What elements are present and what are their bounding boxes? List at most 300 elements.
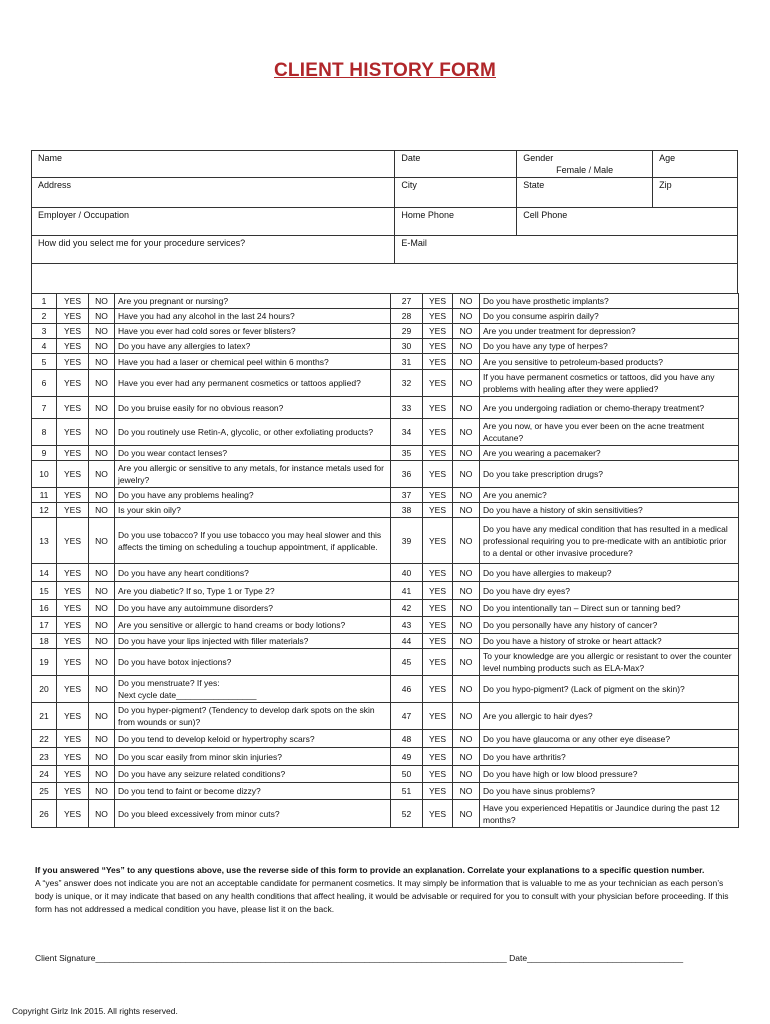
question-number: 40 xyxy=(391,564,423,582)
question-number: 33 xyxy=(391,397,423,419)
question-label: Do you have a history of skin sensitivities? xyxy=(483,505,643,515)
no-option[interactable]: NO xyxy=(89,419,115,446)
question-label: Do you personally have any history of cancer? xyxy=(483,620,658,630)
question-number: 29 xyxy=(391,324,423,339)
question-number: 1 xyxy=(32,294,57,309)
question-label: Do you take prescription drugs? xyxy=(483,469,604,479)
yes-option[interactable]: YES xyxy=(423,397,453,419)
question-number: 51 xyxy=(391,783,423,800)
yes-option[interactable]: YES xyxy=(57,354,89,370)
question-label: Do you have any type of herpes? xyxy=(483,341,608,351)
question-text xyxy=(115,617,391,634)
yes-option[interactable]: YES xyxy=(423,503,453,518)
question-text xyxy=(115,397,391,419)
question-number: 43 xyxy=(391,617,423,634)
question-number: 18 xyxy=(32,634,57,649)
question-label: Have you ever had cold sores or fever blisters? xyxy=(118,326,296,336)
question-row xyxy=(32,676,739,703)
question-number: 37 xyxy=(391,488,423,503)
question-number: 19 xyxy=(32,649,57,676)
question-number: 31 xyxy=(391,354,423,370)
question-text xyxy=(480,370,739,397)
question-number: 16 xyxy=(32,600,57,617)
question-label: Are you sensitive or allergic to hand creams or body lotions? xyxy=(118,620,346,630)
no-option[interactable]: NO xyxy=(89,354,115,370)
question-number: 35 xyxy=(391,446,423,461)
question-number: 50 xyxy=(391,766,423,783)
blank-row xyxy=(32,264,738,294)
question-text xyxy=(480,339,739,354)
question-number: 27 xyxy=(391,294,423,309)
yes-option[interactable]: YES xyxy=(423,617,453,634)
question-label: Are you anemic? xyxy=(483,490,547,500)
question-number: 12 xyxy=(32,503,57,518)
question-label: To your knowledge are you allergic or resistant to over the counter level numbing products such as ELA-Max? xyxy=(483,651,732,673)
question-text xyxy=(115,649,391,676)
yes-option[interactable]: YES xyxy=(423,339,453,354)
question-label: Are you allergic to hair dyes? xyxy=(483,711,593,721)
question-label: Are you now, or have you ever been on the acne treatment Accutane? xyxy=(483,421,705,443)
instructions-text: A “yes” answer does not indicate you are not an acceptable candidate for permanent cosmetics. It may simply be information that is valuable to me as your technician as each person’s body is unique, or it may indicate that based on any health conditions that affect healing, it would be advisable or required for you to consult with your physician before proceeding. If this form has not addressed a medical condition you have, please list it on the back. xyxy=(35,878,729,914)
cell-phone-field[interactable]: Cell Phone xyxy=(517,208,738,236)
question-label: Do you have your lips injected with filler materials? xyxy=(118,636,309,646)
no-option[interactable]: NO xyxy=(89,766,115,783)
yes-option[interactable]: YES xyxy=(423,730,453,748)
no-option[interactable]: NO xyxy=(453,730,480,748)
question-label: Do you have any problems healing? xyxy=(118,490,254,500)
no-option[interactable]: NO xyxy=(453,518,480,564)
no-option[interactable]: NO xyxy=(453,461,480,488)
yes-option[interactable]: YES xyxy=(423,783,453,800)
question-row xyxy=(32,703,739,730)
question-text xyxy=(480,617,739,634)
question-text xyxy=(480,634,739,649)
question-label: Are you allergic or sensitive to any metals, for instance metals used for jewelry? xyxy=(118,463,384,485)
no-option[interactable]: NO xyxy=(89,518,115,564)
question-number: 34 xyxy=(391,419,423,446)
yes-option[interactable]: YES xyxy=(423,324,453,339)
question-label: Do you have glaucoma or any other eye disease? xyxy=(483,733,671,744)
yes-option[interactable]: YES xyxy=(423,634,453,649)
question-label: Do you have dry eyes? xyxy=(483,585,570,596)
yes-option[interactable]: YES xyxy=(423,564,453,582)
question-label: Have you had any alcohol in the last 24 hours? xyxy=(118,311,295,321)
question-text xyxy=(480,600,739,617)
question-label: Have you had a laser or chemical peel within 6 months? xyxy=(118,356,329,367)
yes-option[interactable]: YES xyxy=(57,730,89,748)
question-text xyxy=(480,518,739,564)
gender-field[interactable]: Gender Female / Male xyxy=(517,151,653,178)
no-option[interactable]: NO xyxy=(453,488,480,503)
question-label: Do you bleed excessively from minor cuts? xyxy=(118,808,280,819)
no-option[interactable]: NO xyxy=(453,564,480,582)
no-option[interactable]: NO xyxy=(453,309,480,324)
question-number: 41 xyxy=(391,582,423,600)
question-label: Do you intentionally tan – Direct sun or tanning bed? xyxy=(483,603,681,613)
question-number: 48 xyxy=(391,730,423,748)
question-text xyxy=(115,503,391,518)
date-field[interactable]: Date xyxy=(395,151,517,178)
question-label: If you have permanent cosmetics or tattoos, did you have any problems with healing after they were applied? xyxy=(483,372,715,394)
no-option[interactable]: NO xyxy=(453,294,480,309)
question-text xyxy=(480,564,739,582)
no-option[interactable]: NO xyxy=(453,339,480,354)
yes-option[interactable]: YES xyxy=(57,397,89,419)
yes-option[interactable]: YES xyxy=(57,676,89,703)
no-option[interactable]: NO xyxy=(453,503,480,518)
question-text xyxy=(480,324,739,339)
question-text xyxy=(115,582,391,600)
question-label: Do you have any heart conditions? xyxy=(118,567,249,578)
email-field[interactable]: E-Mail xyxy=(395,236,738,264)
question-text xyxy=(115,748,391,766)
question-row xyxy=(32,419,739,446)
yes-option[interactable]: YES xyxy=(57,582,89,600)
question-number: 13 xyxy=(32,518,57,564)
yes-option[interactable]: YES xyxy=(57,564,89,582)
question-row xyxy=(32,649,739,676)
age-field[interactable]: Age xyxy=(653,151,738,178)
question-number: 15 xyxy=(32,582,57,600)
no-option[interactable]: NO xyxy=(89,634,115,649)
yes-option[interactable]: YES xyxy=(57,600,89,617)
question-text xyxy=(480,766,739,783)
yes-option[interactable]: YES xyxy=(423,354,453,370)
question-label: Do you have prosthetic implants? xyxy=(483,296,609,306)
yes-option[interactable]: YES xyxy=(57,748,89,766)
yes-option[interactable]: YES xyxy=(57,419,89,446)
yes-option[interactable]: YES xyxy=(423,518,453,564)
yes-option[interactable]: YES xyxy=(423,309,453,324)
question-label: Do you consume aspirin daily? xyxy=(483,311,599,321)
question-number: 7 xyxy=(32,397,57,419)
question-label: Do you hyper-pigment? (Tendency to develop dark spots on the skin from wounds or sun)? xyxy=(118,705,375,727)
no-option[interactable]: NO xyxy=(453,600,480,617)
question-row xyxy=(32,730,739,748)
question-label: Do you use tobacco? If you use tobacco you may heal slower and this affects the timing on scheduling a touchup appointment, if applicable. xyxy=(118,529,382,552)
zip-field[interactable]: Zip xyxy=(653,178,738,208)
no-option[interactable]: NO xyxy=(89,748,115,766)
question-number: 25 xyxy=(32,783,57,800)
no-option[interactable]: NO xyxy=(453,354,480,370)
question-text xyxy=(480,309,739,324)
question-text xyxy=(480,748,739,766)
yes-option[interactable]: YES xyxy=(57,294,89,309)
question-text xyxy=(480,703,739,730)
question-label: Are you pregnant or nursing? xyxy=(118,296,229,306)
question-number: 24 xyxy=(32,766,57,783)
question-text xyxy=(480,503,739,518)
question-row xyxy=(32,748,739,766)
question-text xyxy=(115,600,391,617)
question-text xyxy=(115,339,391,354)
question-number: 44 xyxy=(391,634,423,649)
no-option[interactable]: NO xyxy=(453,703,480,730)
question-text xyxy=(480,783,739,800)
no-option[interactable]: NO xyxy=(89,397,115,419)
question-number: 21 xyxy=(32,703,57,730)
question-sublabel: Next cycle date_________________ xyxy=(118,690,257,700)
no-option[interactable]: NO xyxy=(89,294,115,309)
yes-option[interactable]: YES xyxy=(57,617,89,634)
no-option[interactable]: NO xyxy=(453,324,480,339)
question-text xyxy=(480,800,739,828)
question-number: 9 xyxy=(32,446,57,461)
question-row xyxy=(32,564,739,582)
question-text xyxy=(480,582,739,600)
question-text xyxy=(115,294,391,309)
questions-table xyxy=(31,293,739,828)
question-text xyxy=(115,564,391,582)
question-number: 47 xyxy=(391,703,423,730)
no-option[interactable]: NO xyxy=(453,634,480,649)
yes-option[interactable]: YES xyxy=(57,461,89,488)
question-row xyxy=(32,617,739,634)
home-phone-field[interactable]: Home Phone xyxy=(395,208,517,236)
yes-option[interactable]: YES xyxy=(57,370,89,397)
question-row xyxy=(32,600,739,617)
no-option[interactable]: NO xyxy=(89,309,115,324)
no-option[interactable]: NO xyxy=(89,564,115,582)
question-text xyxy=(480,649,739,676)
no-option[interactable]: NO xyxy=(453,783,480,800)
question-number: 49 xyxy=(391,748,423,766)
yes-option[interactable]: YES xyxy=(57,634,89,649)
question-label: Are you wearing a pacemaker? xyxy=(483,448,601,458)
no-option[interactable]: NO xyxy=(89,800,115,828)
question-label: Do you have any seizure related conditions? xyxy=(118,769,286,779)
question-number: 4 xyxy=(32,339,57,354)
question-text xyxy=(480,730,739,748)
question-number: 2 xyxy=(32,309,57,324)
question-number: 38 xyxy=(391,503,423,518)
no-option[interactable]: NO xyxy=(89,676,115,703)
no-option[interactable]: NO xyxy=(453,370,480,397)
yes-option[interactable]: YES xyxy=(57,766,89,783)
question-number: 8 xyxy=(32,419,57,446)
no-option[interactable]: NO xyxy=(453,649,480,676)
yes-option[interactable]: YES xyxy=(57,649,89,676)
yes-option[interactable]: YES xyxy=(423,582,453,600)
yes-option[interactable]: YES xyxy=(423,488,453,503)
question-number: 32 xyxy=(391,370,423,397)
question-label: Is your skin oily? xyxy=(118,505,181,515)
question-number: 6 xyxy=(32,370,57,397)
form-title: CLIENT HISTORY FORM xyxy=(274,60,496,81)
question-row xyxy=(32,324,739,339)
question-text xyxy=(480,488,739,503)
no-option[interactable]: NO xyxy=(89,703,115,730)
yes-option[interactable]: YES xyxy=(57,518,89,564)
question-text xyxy=(115,419,391,446)
question-number: 36 xyxy=(391,461,423,488)
question-text xyxy=(115,676,391,703)
question-text xyxy=(115,518,391,564)
no-option[interactable]: NO xyxy=(89,461,115,488)
yes-option[interactable]: YES xyxy=(423,446,453,461)
question-text xyxy=(115,783,391,800)
question-label: Have you ever had any permanent cosmetics or tattoos applied? xyxy=(118,378,361,388)
question-number: 10 xyxy=(32,461,57,488)
question-label: Do you have botox injections? xyxy=(118,657,232,667)
question-text xyxy=(480,461,739,488)
question-number: 11 xyxy=(32,488,57,503)
question-number: 20 xyxy=(32,676,57,703)
no-option[interactable]: NO xyxy=(89,617,115,634)
question-label: Do you have a history of stroke or heart attack? xyxy=(483,636,662,646)
question-row xyxy=(32,354,739,370)
signature-line[interactable]: Client Signature_______________________________________________________________________________________ Date_________________________________ xyxy=(35,953,684,963)
question-number: 14 xyxy=(32,564,57,582)
how-select-field[interactable]: How did you select me for your procedure services? xyxy=(32,236,395,264)
yes-option[interactable]: YES xyxy=(57,800,89,828)
no-option[interactable]: NO xyxy=(453,446,480,461)
no-option[interactable]: NO xyxy=(89,339,115,354)
question-row xyxy=(32,518,739,564)
question-number: 45 xyxy=(391,649,423,676)
question-text xyxy=(115,766,391,783)
question-text xyxy=(480,419,739,446)
yes-option[interactable]: YES xyxy=(423,748,453,766)
question-label: Do you tend to faint or become dizzy? xyxy=(118,786,261,796)
no-option[interactable]: NO xyxy=(453,766,480,783)
question-label: Do you routinely use Retin-A, glycolic, or other exfoliating products? xyxy=(118,427,374,437)
copyright: Copyright Girlz Ink 2015. All rights reserved. xyxy=(12,1006,178,1016)
question-row xyxy=(32,294,739,309)
question-text xyxy=(115,634,391,649)
instructions xyxy=(35,864,735,916)
question-text xyxy=(115,446,391,461)
question-label: Do you have sinus problems? xyxy=(483,786,595,796)
employer-field[interactable]: Employer / Occupation xyxy=(32,208,395,236)
question-text xyxy=(115,354,391,370)
no-option[interactable]: NO xyxy=(89,324,115,339)
question-text xyxy=(115,703,391,730)
yes-option[interactable]: YES xyxy=(423,766,453,783)
yes-option[interactable]: YES xyxy=(57,488,89,503)
yes-option[interactable]: YES xyxy=(423,649,453,676)
question-text xyxy=(115,800,391,828)
question-number: 23 xyxy=(32,748,57,766)
no-option[interactable]: NO xyxy=(89,582,115,600)
yes-option[interactable]: YES xyxy=(57,309,89,324)
no-option[interactable]: NO xyxy=(453,617,480,634)
no-option[interactable]: NO xyxy=(89,503,115,518)
question-row xyxy=(32,783,739,800)
no-option[interactable]: NO xyxy=(453,676,480,703)
question-text xyxy=(115,730,391,748)
no-option[interactable]: NO xyxy=(89,446,115,461)
question-number: 39 xyxy=(391,518,423,564)
question-text xyxy=(115,324,391,339)
question-number: 3 xyxy=(32,324,57,339)
no-option[interactable]: NO xyxy=(453,419,480,446)
question-label: Do you have any medical condition that has resulted in a medical professional requiring you to pre-medicate with an antibiotic prior to a dental or other invasive procedure? xyxy=(483,523,728,558)
question-text xyxy=(115,309,391,324)
name-field[interactable]: Name xyxy=(32,151,395,178)
yes-option[interactable]: YES xyxy=(423,600,453,617)
question-number: 42 xyxy=(391,600,423,617)
question-number: 30 xyxy=(391,339,423,354)
no-option[interactable]: NO xyxy=(453,582,480,600)
question-row xyxy=(32,488,739,503)
no-option[interactable]: NO xyxy=(453,800,480,828)
client-info-section xyxy=(31,150,738,294)
no-option[interactable]: NO xyxy=(89,730,115,748)
question-label: Are you sensitive to petroleum-based products? xyxy=(483,356,664,367)
state-field[interactable]: State xyxy=(517,178,653,208)
yes-option[interactable]: YES xyxy=(423,370,453,397)
question-row xyxy=(32,503,739,518)
question-row xyxy=(32,339,739,354)
no-option[interactable]: NO xyxy=(89,370,115,397)
yes-option[interactable]: YES xyxy=(423,800,453,828)
yes-option[interactable]: YES xyxy=(57,783,89,800)
question-number: 5 xyxy=(32,354,57,370)
no-option[interactable]: NO xyxy=(89,783,115,800)
question-text xyxy=(480,676,739,703)
yes-option[interactable]: YES xyxy=(423,461,453,488)
question-row xyxy=(32,800,739,828)
question-label: Do you have allergies to makeup? xyxy=(483,567,612,578)
question-text xyxy=(115,461,391,488)
yes-option[interactable]: YES xyxy=(57,503,89,518)
question-label: Have you experienced Hepatitis or Jaundice during the past 12 months? xyxy=(483,802,720,825)
yes-option[interactable]: YES xyxy=(57,446,89,461)
question-number: 22 xyxy=(32,730,57,748)
yes-option[interactable]: YES xyxy=(423,703,453,730)
questions-section xyxy=(31,293,738,828)
yes-option[interactable]: YES xyxy=(57,339,89,354)
question-label: Do you have high or low blood pressure? xyxy=(483,769,638,779)
question-text xyxy=(115,488,391,503)
question-label: Do you menstruate? If yes: xyxy=(118,678,220,688)
question-text xyxy=(480,397,739,419)
no-option[interactable]: NO xyxy=(89,488,115,503)
question-label: Are you diabetic? If so, Type 1 or Type 2? xyxy=(118,585,275,596)
yes-option[interactable]: YES xyxy=(57,703,89,730)
instructions-bold: If you answered “Yes” to any questions above, use the reverse side of this form to provide an explanation. Correlate your explanations to a specific question number. xyxy=(35,865,705,875)
question-number: 46 xyxy=(391,676,423,703)
question-label: Are you under treatment for depression? xyxy=(483,326,636,336)
question-text xyxy=(480,354,739,370)
question-text xyxy=(115,370,391,397)
question-label: Do you tend to develop keloid or hypertrophy scars? xyxy=(118,733,315,744)
question-row xyxy=(32,461,739,488)
yes-option[interactable]: YES xyxy=(423,294,453,309)
question-label: Do you wear contact lenses? xyxy=(118,448,228,458)
yes-option[interactable]: YES xyxy=(57,324,89,339)
yes-option[interactable]: YES xyxy=(423,676,453,703)
no-option[interactable]: NO xyxy=(453,748,480,766)
question-label: Do you scar easily from minor skin injuries? xyxy=(118,751,282,762)
no-option[interactable]: NO xyxy=(89,649,115,676)
question-label: Do you bruise easily for no obvious reason? xyxy=(118,402,284,413)
city-field[interactable]: City xyxy=(395,178,517,208)
question-text xyxy=(480,446,739,461)
question-row xyxy=(32,446,739,461)
question-text xyxy=(480,294,739,309)
question-label: Do you hypo-pigment? (Lack of pigment on the skin)? xyxy=(483,684,685,694)
no-option[interactable]: NO xyxy=(453,397,480,419)
question-label: Are you undergoing radiation or chemo-therapy treatment? xyxy=(483,402,705,413)
yes-option[interactable]: YES xyxy=(423,419,453,446)
question-row xyxy=(32,397,739,419)
address-field[interactable]: Address xyxy=(32,178,395,208)
question-row xyxy=(32,309,739,324)
question-number: 17 xyxy=(32,617,57,634)
no-option[interactable]: NO xyxy=(89,600,115,617)
